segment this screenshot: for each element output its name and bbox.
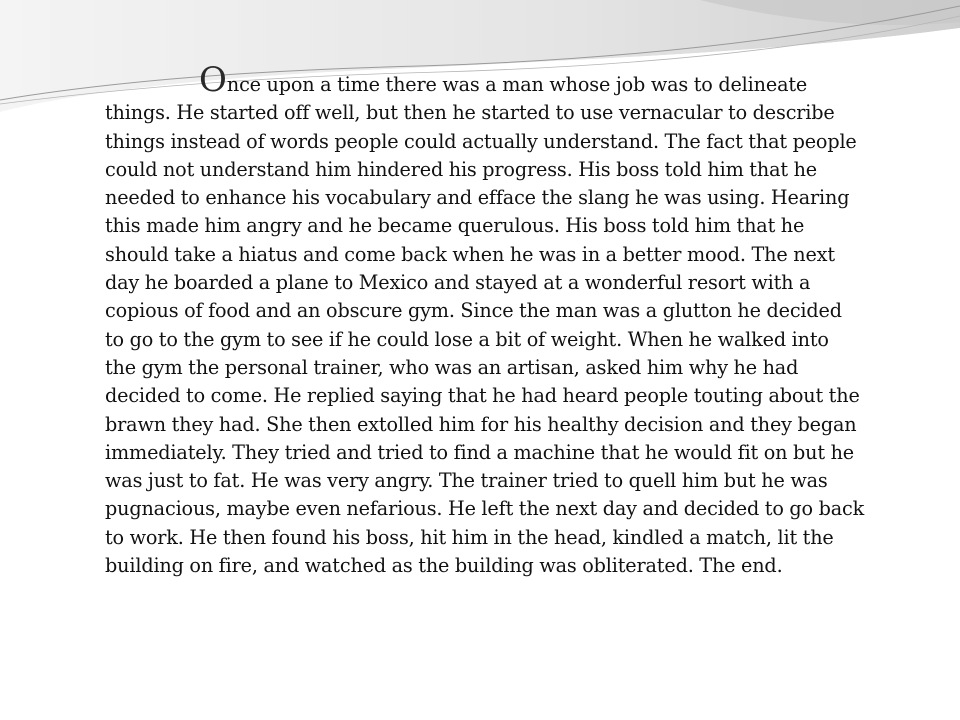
story-paragraph <box>105 60 865 580</box>
story-body-text: nce upon a time there was a man whose job was to delineate things. He started off well, but then he started to use vernacular to describe things instead of words people could actually understand. The fact that people could not understand him hindered his progress. His boss told him that he needed to enhance his vocabulary and efface the slang he was using. Hearing this made him angry and he became querulous. His boss told him that he should take a hiatus and come back when he was in a better mood. The next day he boarded a plane to Mexico and stayed at a wonderful resort with a copious of food and an obscure gym. Since the man was a glutton he decided to go to the gym to see if he could lose a bit of weight. When he walked into the gym the personal trainer, who was an artisan, asked him why he had decided to come. He replied saying that he had heard people touting about the brawn they had. She then extolled him for his healthy decision and they began immediately. They tried and tried to find a machine that he would fit on but he was just to fat. He was very angry. The trainer tried to quell him but he was pugnacious, maybe even nefarious. He left the next day and decided to go back to work. He then found his boss, hit him in the head, kindled a match, lit the building on fire, and watched as the building was obliterated. The end. <box>105 73 865 578</box>
story-initial-letter: O <box>199 60 227 100</box>
